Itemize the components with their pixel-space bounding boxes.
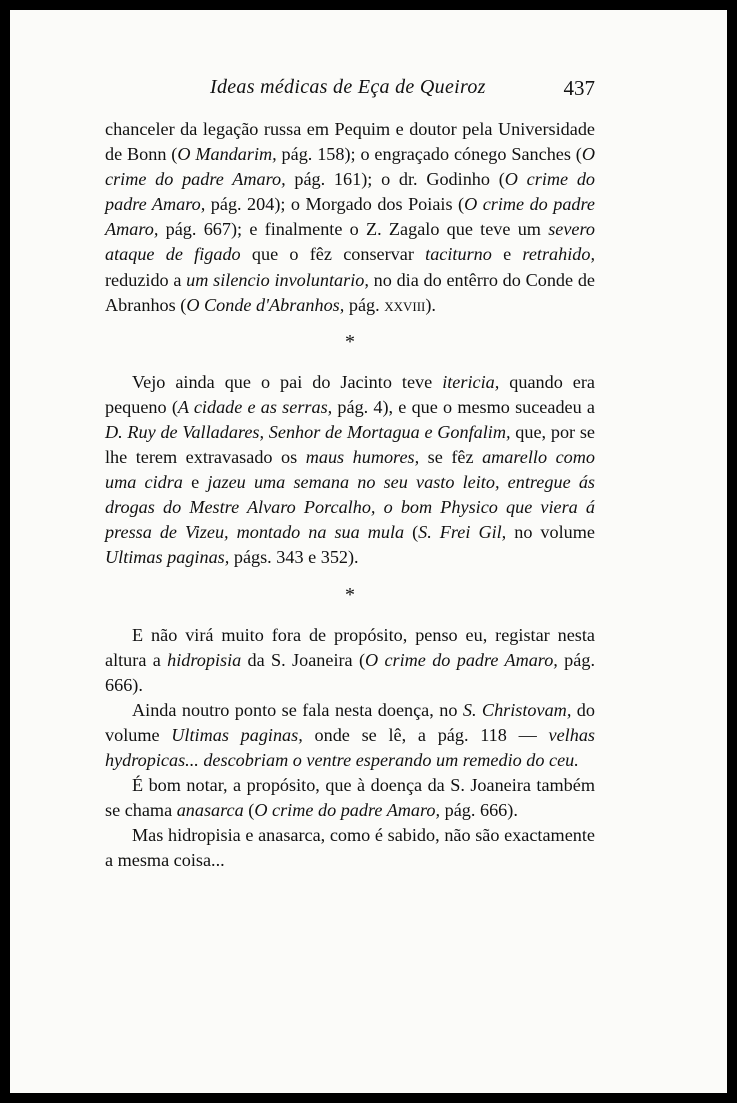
paragraph xyxy=(105,698,595,773)
italic-quote: retrahido, xyxy=(522,244,596,265)
italic-term: anasarca xyxy=(176,800,244,821)
italic-title: S. Christovam, xyxy=(462,699,572,720)
text-run: no volume xyxy=(506,522,595,543)
italic-title: O crime do padre Amaro, xyxy=(365,649,558,670)
text-run: ). xyxy=(425,294,436,315)
italic-title: O crime do padre Amaro, xyxy=(105,144,595,190)
italic-title: O Mandarim, xyxy=(177,144,277,165)
text-run: quando era pequeno ( xyxy=(105,371,595,417)
page-number: 437 xyxy=(563,76,595,100)
page-header xyxy=(105,76,595,106)
text-run: que o fêz conservar xyxy=(240,244,426,265)
italic-quote: severo ataque de figado xyxy=(105,219,595,265)
text-run: chanceler da legação russa em Pequim e doutor pela Universidade de Bonn ( xyxy=(105,119,595,165)
italic-title: O crime do padre Amaro, xyxy=(105,169,596,215)
italic-quote: um silencio involuntario, xyxy=(186,269,369,290)
text-run: pág. 158); o engraçado cónego Sanches ( xyxy=(276,144,582,165)
asterisk-separator: * xyxy=(345,583,355,606)
text-run: pág. 666). xyxy=(440,800,518,821)
roman-numeral: xxviii xyxy=(384,294,426,315)
text-run: se fêz xyxy=(419,447,483,468)
paragraph xyxy=(105,773,595,823)
text-run: pág. 4), e que o mesmo suceadeu a xyxy=(332,396,595,417)
italic-quote: taciturno xyxy=(425,244,492,265)
text-run: onde se lê, a pág. 118 — xyxy=(302,724,549,745)
italic-title: O crime do padre Amaro, xyxy=(254,800,441,821)
text-run: no dia do entêrro do Conde de Abranhos ( xyxy=(105,269,595,315)
text-run: da S. Joaneira ( xyxy=(241,649,366,670)
italic-quote: amarello como uma cidra xyxy=(105,447,595,493)
italic-quote: maus humores, xyxy=(305,447,420,468)
italic-title: Ultimas paginas, xyxy=(105,547,230,568)
text-run: ( xyxy=(243,800,255,821)
text-run: Mas hidropisia e anasarca, como é sabido, não são exactamente a mesma coisa... xyxy=(105,825,595,871)
text-run: ( xyxy=(404,522,419,543)
text-run: que, por se lhe terem extravasado os xyxy=(105,421,595,468)
text-run: págs. 343 e 352). xyxy=(229,547,359,568)
italic-quote: itericia, xyxy=(442,371,500,392)
text-run: Ainda noutro ponto se fala nesta doença, no xyxy=(132,699,463,720)
italic-title: O Conde d'Abranhos, xyxy=(186,294,345,315)
text-run: Vejo ainda que o pai do Jacinto teve xyxy=(132,371,443,392)
section-separator xyxy=(105,571,595,623)
italic-title: S. Frei Gil, xyxy=(418,522,507,543)
italic-title: Ultimas paginas, xyxy=(171,724,303,745)
italic-quote: velhas hydropicas... descobriam o ventre esperando um remedio do ceu. xyxy=(105,724,595,770)
paragraph xyxy=(105,370,595,571)
italic-quote: D. Ruy de Valladares, Senhor de Mortagua e Gonfalim, xyxy=(105,421,511,442)
paragraph xyxy=(105,117,595,318)
italic-title: A cidade e as serras, xyxy=(177,396,333,417)
text-run: reduzido a xyxy=(105,269,187,290)
text-run: e xyxy=(491,244,523,265)
italic-quote: jazeu uma semana no seu vasto leito, entregue ás drogas do Mestre Alvaro Porcalho, o bom Physico que viera á pressa de Vizeu, montado na sua mula xyxy=(105,472,595,543)
text-run: É bom notar, a propósito, que à doença da S. Joaneira também se chama xyxy=(105,775,595,821)
text-run: pág. 667); e finalmente o Z. Zagalo que teve um xyxy=(158,219,549,240)
paragraph xyxy=(105,823,595,873)
text-run: E não virá muito fora de propósito, penso eu, registar nesta altura a xyxy=(105,624,595,670)
asterisk-separator: * xyxy=(345,330,355,353)
italic-title: O crime do padre Amaro, xyxy=(105,194,595,240)
text-run: pág. 161); o dr. Godinho ( xyxy=(285,169,505,190)
section-separator xyxy=(105,318,595,370)
text-run: pág. xyxy=(344,294,385,315)
text-run: do volume xyxy=(105,699,595,745)
body-text xyxy=(105,117,595,873)
text-run: e xyxy=(182,472,208,493)
italic-term: hidropisia xyxy=(167,649,242,670)
text-run: pág. 666). xyxy=(105,649,595,695)
running-title: Ideas médicas de Eça de Queiroz xyxy=(210,76,486,98)
book-page xyxy=(10,10,727,1093)
paragraph xyxy=(105,623,595,698)
text-run: pág. 204); o Morgado dos Poiais ( xyxy=(205,194,465,215)
